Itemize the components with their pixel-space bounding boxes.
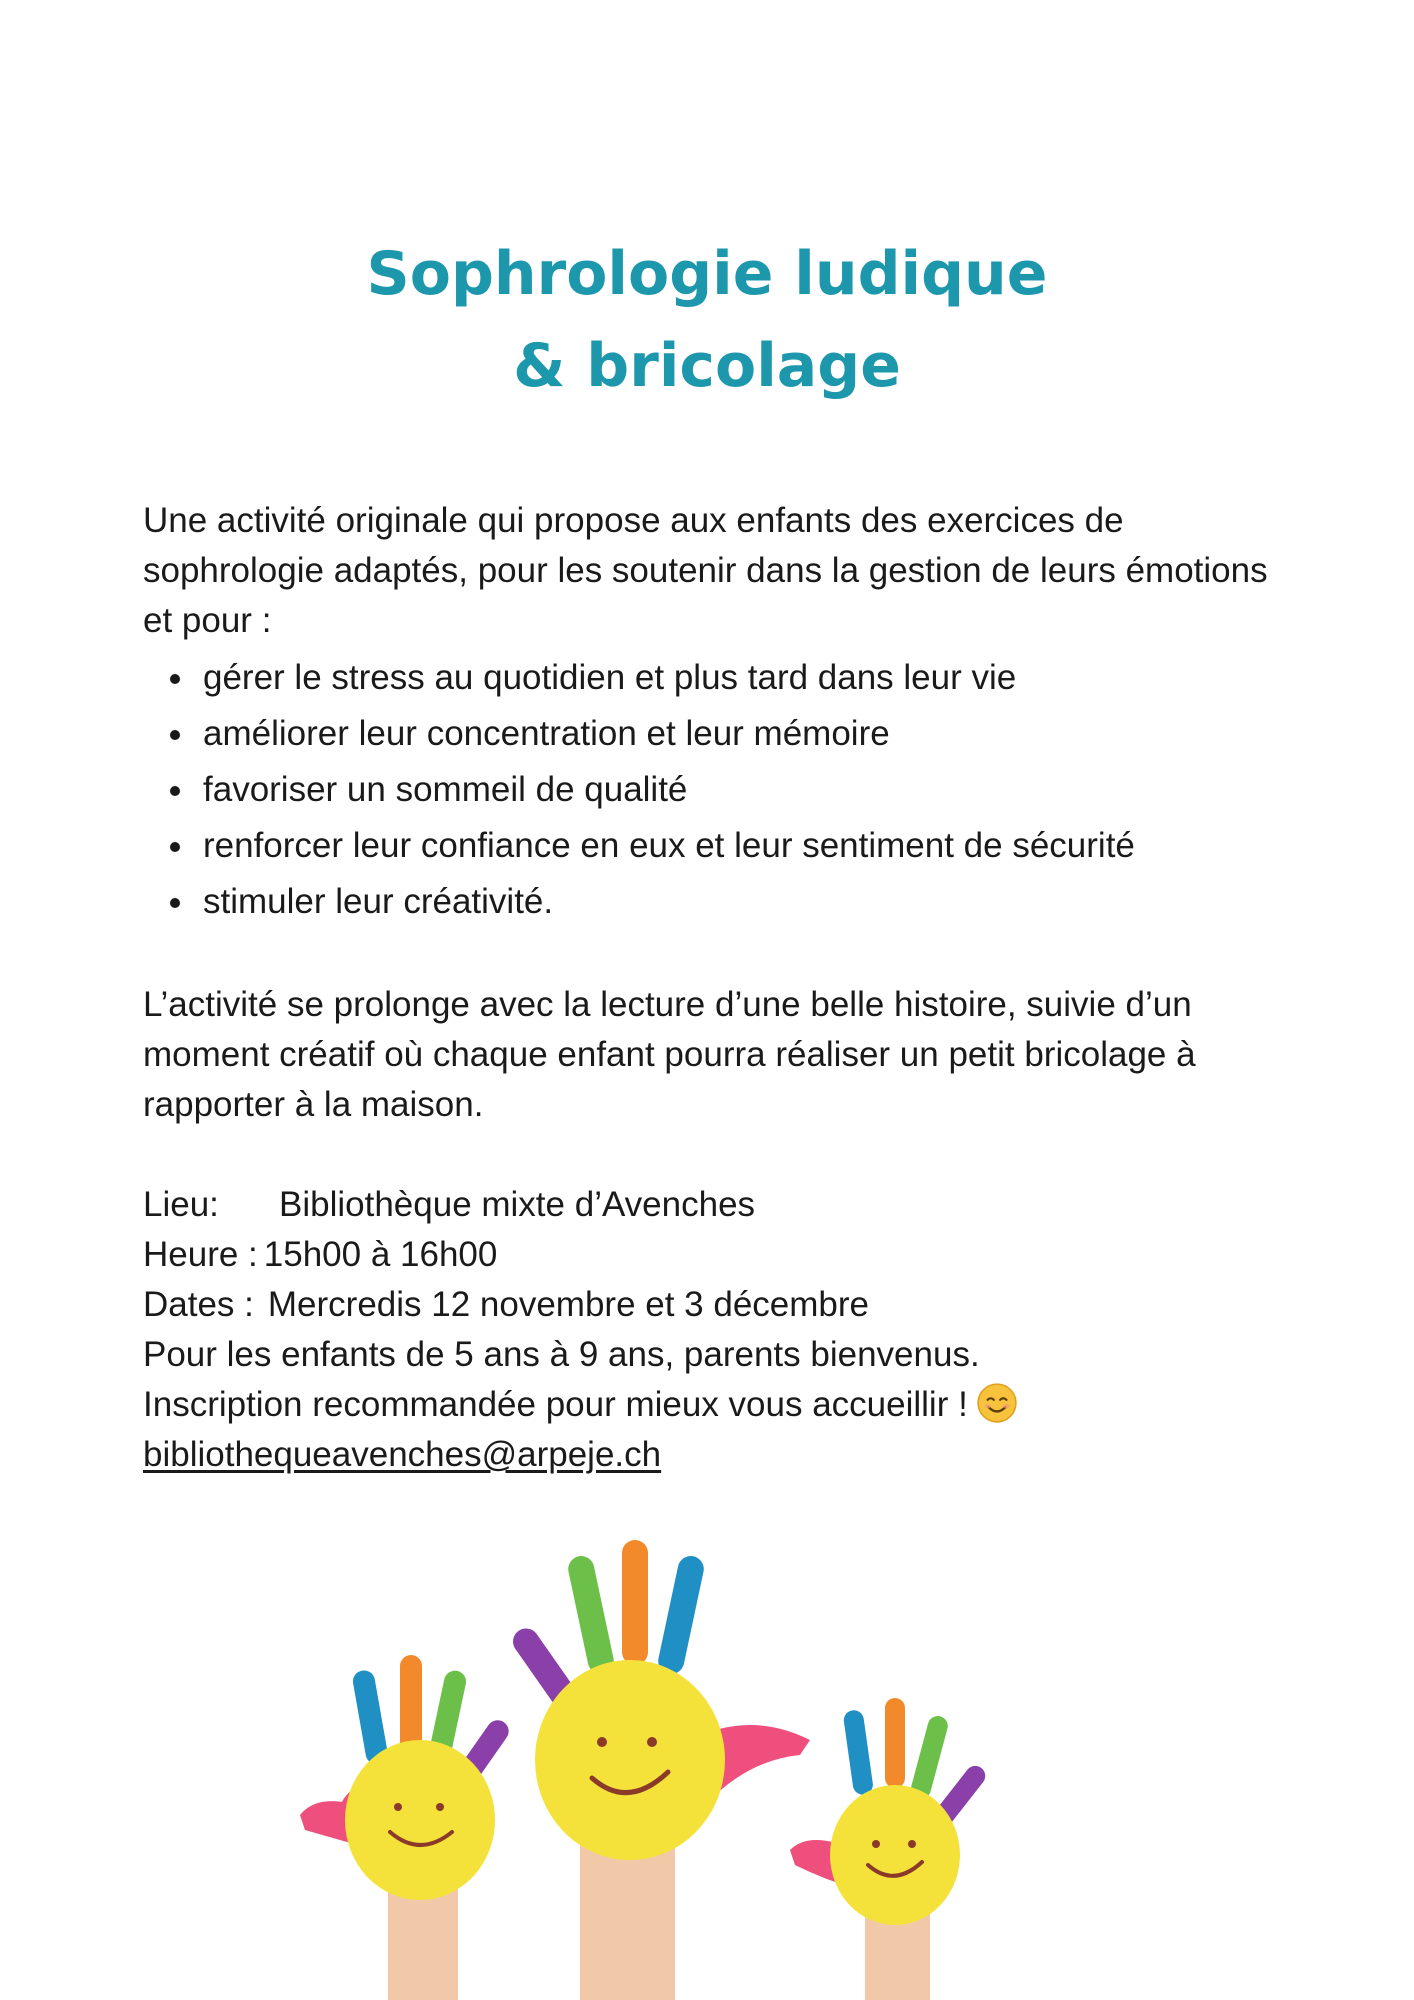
email-link[interactable]: bibliothequeavenches@arpeje.ch (143, 1435, 662, 1474)
painted-hands-image (280, 1510, 1100, 2000)
dates-label: Dates : (143, 1285, 254, 1324)
dates-value: Mercredis 12 novembre et 3 décembre (267, 1285, 870, 1324)
info-inscription (143, 1380, 1293, 1430)
info-ages: Pour les enfants de 5 ans à 9 ans, parents bienvenus. (143, 1335, 980, 1374)
title-line-1: Sophrologie ludique (366, 239, 1048, 309)
list-item: favoriser un sommeil de qualité (203, 762, 1293, 818)
heure-label: Heure : (143, 1235, 258, 1274)
activity-paragraph: L’activité se prolonge avec la lecture d’une belle histoire, suivie d’un moment créatif où chaque enfant pourra réaliser un petit bricolage à rapporter à la maison. (143, 985, 1196, 1124)
info-heure (143, 1230, 1293, 1280)
lieu-value: Bibliothèque mixte d’Avenches (279, 1185, 756, 1224)
list-item: gérer le stress au quotidien et plus tard dans leur vie (203, 650, 1293, 706)
heure-value: 15h00 à 16h00 (263, 1235, 498, 1274)
list-item: stimuler leur créativité. (203, 874, 1293, 930)
intro-paragraph: Une activité originale qui propose aux enfants des exercices de sophrologie adaptés, pour les soutenir dans la gestion de leurs émotions et pour : (143, 501, 1268, 640)
left-hand (300, 1655, 513, 2000)
main-content (143, 496, 1293, 1480)
middle-hand (508, 1540, 810, 2000)
smiling-face-icon (976, 1382, 1018, 1424)
inscription-text: Inscription recommandée pour mieux vous accueillir ! (143, 1385, 968, 1424)
info-lieu (143, 1180, 1293, 1230)
page-title (0, 228, 1414, 412)
lieu-label: Lieu: (143, 1185, 219, 1224)
list-item: renforcer leur confiance en eux et leur sentiment de sécurité (203, 818, 1293, 874)
title-line-2: & bricolage (513, 331, 901, 401)
info-dates (143, 1280, 1293, 1330)
benefits-list (143, 650, 1293, 930)
event-info (143, 1180, 1293, 1480)
right-hand (790, 1698, 989, 2000)
info-email (143, 1430, 1293, 1480)
list-item: améliorer leur concentration et leur mémoire (203, 706, 1293, 762)
